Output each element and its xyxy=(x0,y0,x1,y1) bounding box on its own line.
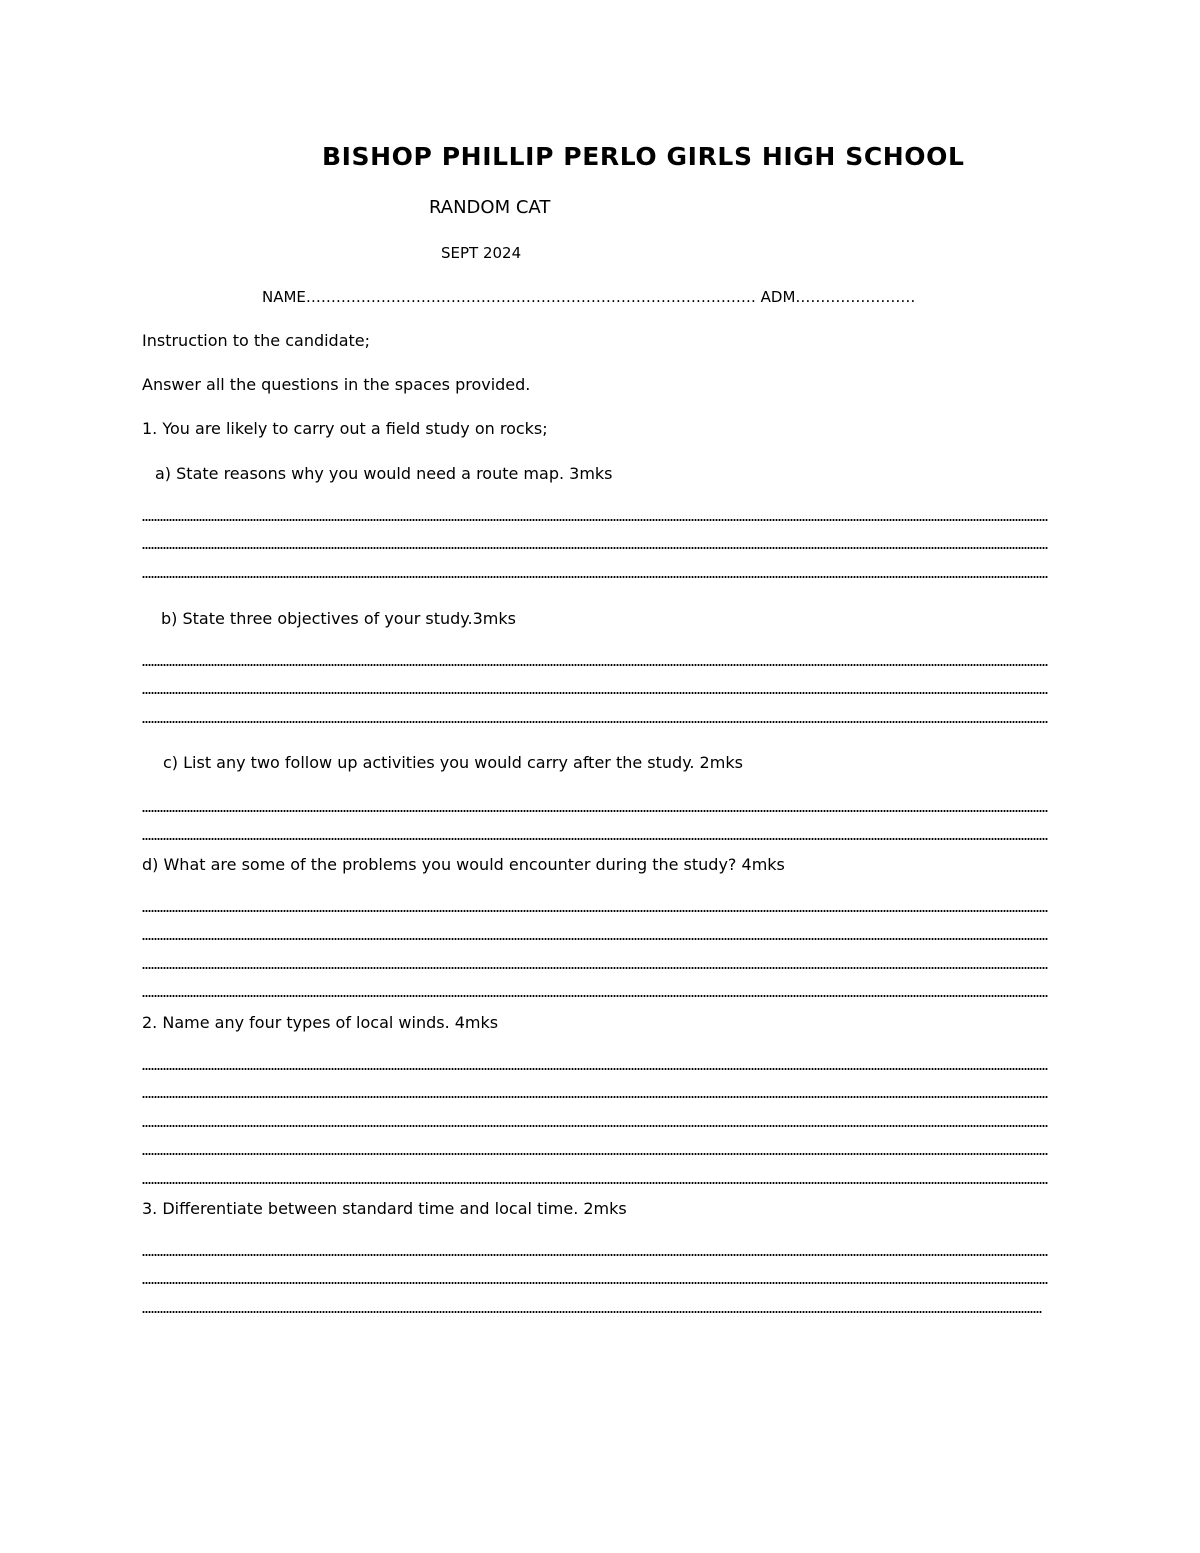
exam-date: SEPT 2024 xyxy=(441,244,522,262)
answer-line xyxy=(142,908,1048,914)
answer-line xyxy=(142,1252,1048,1258)
question-1b: b) State three objectives of your study.3mks xyxy=(161,609,516,628)
answer-line xyxy=(142,1066,1048,1072)
instruction-text: Answer all the questions in the spaces provided. xyxy=(142,375,531,394)
answer-line xyxy=(142,1151,1048,1157)
answer-line xyxy=(142,517,1048,523)
answer-line xyxy=(142,662,1048,668)
question-1: 1. You are likely to carry out a field study on rocks; xyxy=(142,419,548,438)
question-1a: a) State reasons why you would need a route map. 3mks xyxy=(155,464,613,483)
name-adm-field: NAME……………………………………………………………………………… ADM…………………… xyxy=(262,288,916,306)
answer-line xyxy=(142,965,1048,971)
answer-line xyxy=(142,1309,1042,1315)
answer-line xyxy=(142,574,1048,580)
answer-line xyxy=(142,719,1048,725)
answer-line xyxy=(142,1180,1048,1186)
answer-line xyxy=(142,808,1048,814)
answer-line xyxy=(142,1280,1048,1286)
answer-line xyxy=(142,836,1048,842)
question-2: 2. Name any four types of local winds. 4mks xyxy=(142,1013,499,1032)
school-name: BISHOP PHILLIP PERLO GIRLS HIGH SCHOOL xyxy=(322,142,965,171)
answer-line xyxy=(142,936,1048,942)
answer-line xyxy=(142,1094,1048,1100)
question-1d: d) What are some of the problems you would encounter during the study? 4mks xyxy=(142,855,785,874)
answer-line xyxy=(142,1123,1048,1129)
answer-line xyxy=(142,690,1048,696)
instruction-heading: Instruction to the candidate; xyxy=(142,331,371,350)
answer-line xyxy=(142,545,1048,551)
question-3: 3. Differentiate between standard time and local time. 2mks xyxy=(142,1199,627,1218)
exam-title: RANDOM CAT xyxy=(429,197,551,218)
question-1c: c) List any two follow up activities you would carry after the study. 2mks xyxy=(163,753,743,772)
answer-line xyxy=(142,993,1048,999)
